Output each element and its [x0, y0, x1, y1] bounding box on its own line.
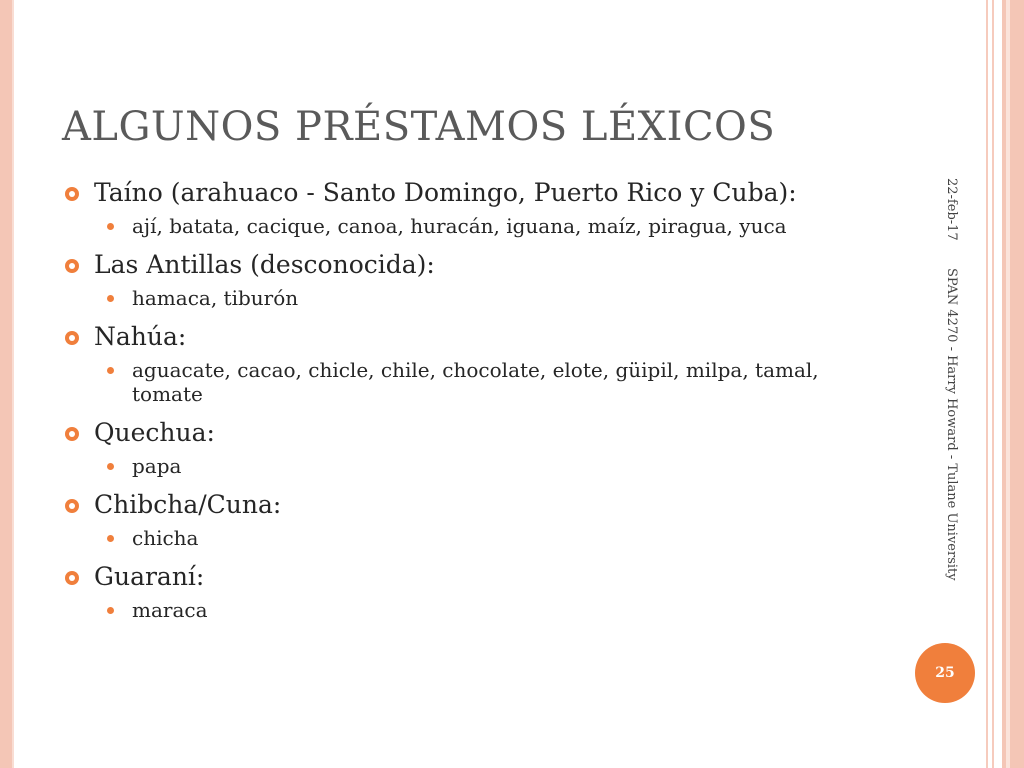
- sub-bullet-icon: [107, 535, 114, 542]
- bullet-item-guarani: [64, 562, 884, 592]
- sub-bullet-item: [64, 358, 884, 406]
- sub-bullet-icon: [107, 607, 114, 614]
- sub-bullet-text: chicha: [132, 526, 199, 550]
- sub-bullet-text: papa: [132, 454, 182, 478]
- bullet-text: Guaraní:: [94, 562, 205, 591]
- slide-title: ALGUNOS PRÉSTAMOS LÉXICOS: [62, 104, 776, 150]
- bullet-text: Taíno (arahuaco - Santo Domingo, Puerto Rico y Cuba):: [94, 178, 797, 207]
- sub-bullet-item: [64, 598, 884, 622]
- sub-bullet-text: maraca: [132, 598, 208, 622]
- bullet-icon: [65, 499, 79, 513]
- bullet-item-quechua: [64, 418, 884, 448]
- slide-border-right-line-2: [992, 0, 994, 768]
- slide-border-left: [0, 0, 12, 768]
- slide-date: 22-feb-17: [944, 178, 959, 241]
- sub-bullet-item: [64, 454, 884, 478]
- bullet-item-nahua: [64, 322, 884, 352]
- sub-bullet-text: ají, batata, cacique, canoa, huracán, iguana, maíz, piragua, yuca: [132, 214, 787, 238]
- sub-bullet-text: hamaca, tiburón: [132, 286, 299, 310]
- sub-bullet-item: [64, 286, 884, 310]
- bullet-icon: [65, 187, 79, 201]
- bullet-text: Chibcha/Cuna:: [94, 490, 282, 519]
- slide-footer: SPAN 4270 - Harry Howard - Tulane University: [944, 268, 959, 581]
- bullet-text: Nahúa:: [94, 322, 187, 351]
- bullet-item-chibcha: [64, 490, 884, 520]
- bullet-icon: [65, 571, 79, 585]
- sub-bullet-icon: [107, 463, 114, 470]
- bullet-icon: [65, 259, 79, 273]
- sub-bullet-text: aguacate, cacao, chicle, chile, chocolate, elote, güipil, milpa, tamal, tomate: [132, 358, 819, 406]
- sub-bullet-icon: [107, 223, 114, 230]
- slide-border-right-inner: [1006, 0, 1010, 768]
- sub-bullet-icon: [107, 295, 114, 302]
- page-number: 25: [935, 665, 955, 681]
- page-number-badge: [915, 643, 975, 703]
- bullet-icon: [65, 427, 79, 441]
- slide-border-left-line: [12, 0, 14, 768]
- bullet-text: Las Antillas (desconocida):: [94, 250, 435, 279]
- bullet-icon: [65, 331, 79, 345]
- sub-bullet-item: [64, 214, 884, 238]
- sub-bullet-item: [64, 526, 884, 550]
- bullet-item-antillas: [64, 250, 884, 280]
- bullet-text: Quechua:: [94, 418, 215, 447]
- sub-bullet-icon: [107, 367, 114, 374]
- slide-border-right-line: [986, 0, 988, 768]
- bullet-list: [64, 178, 884, 622]
- bullet-item-taino: [64, 178, 884, 208]
